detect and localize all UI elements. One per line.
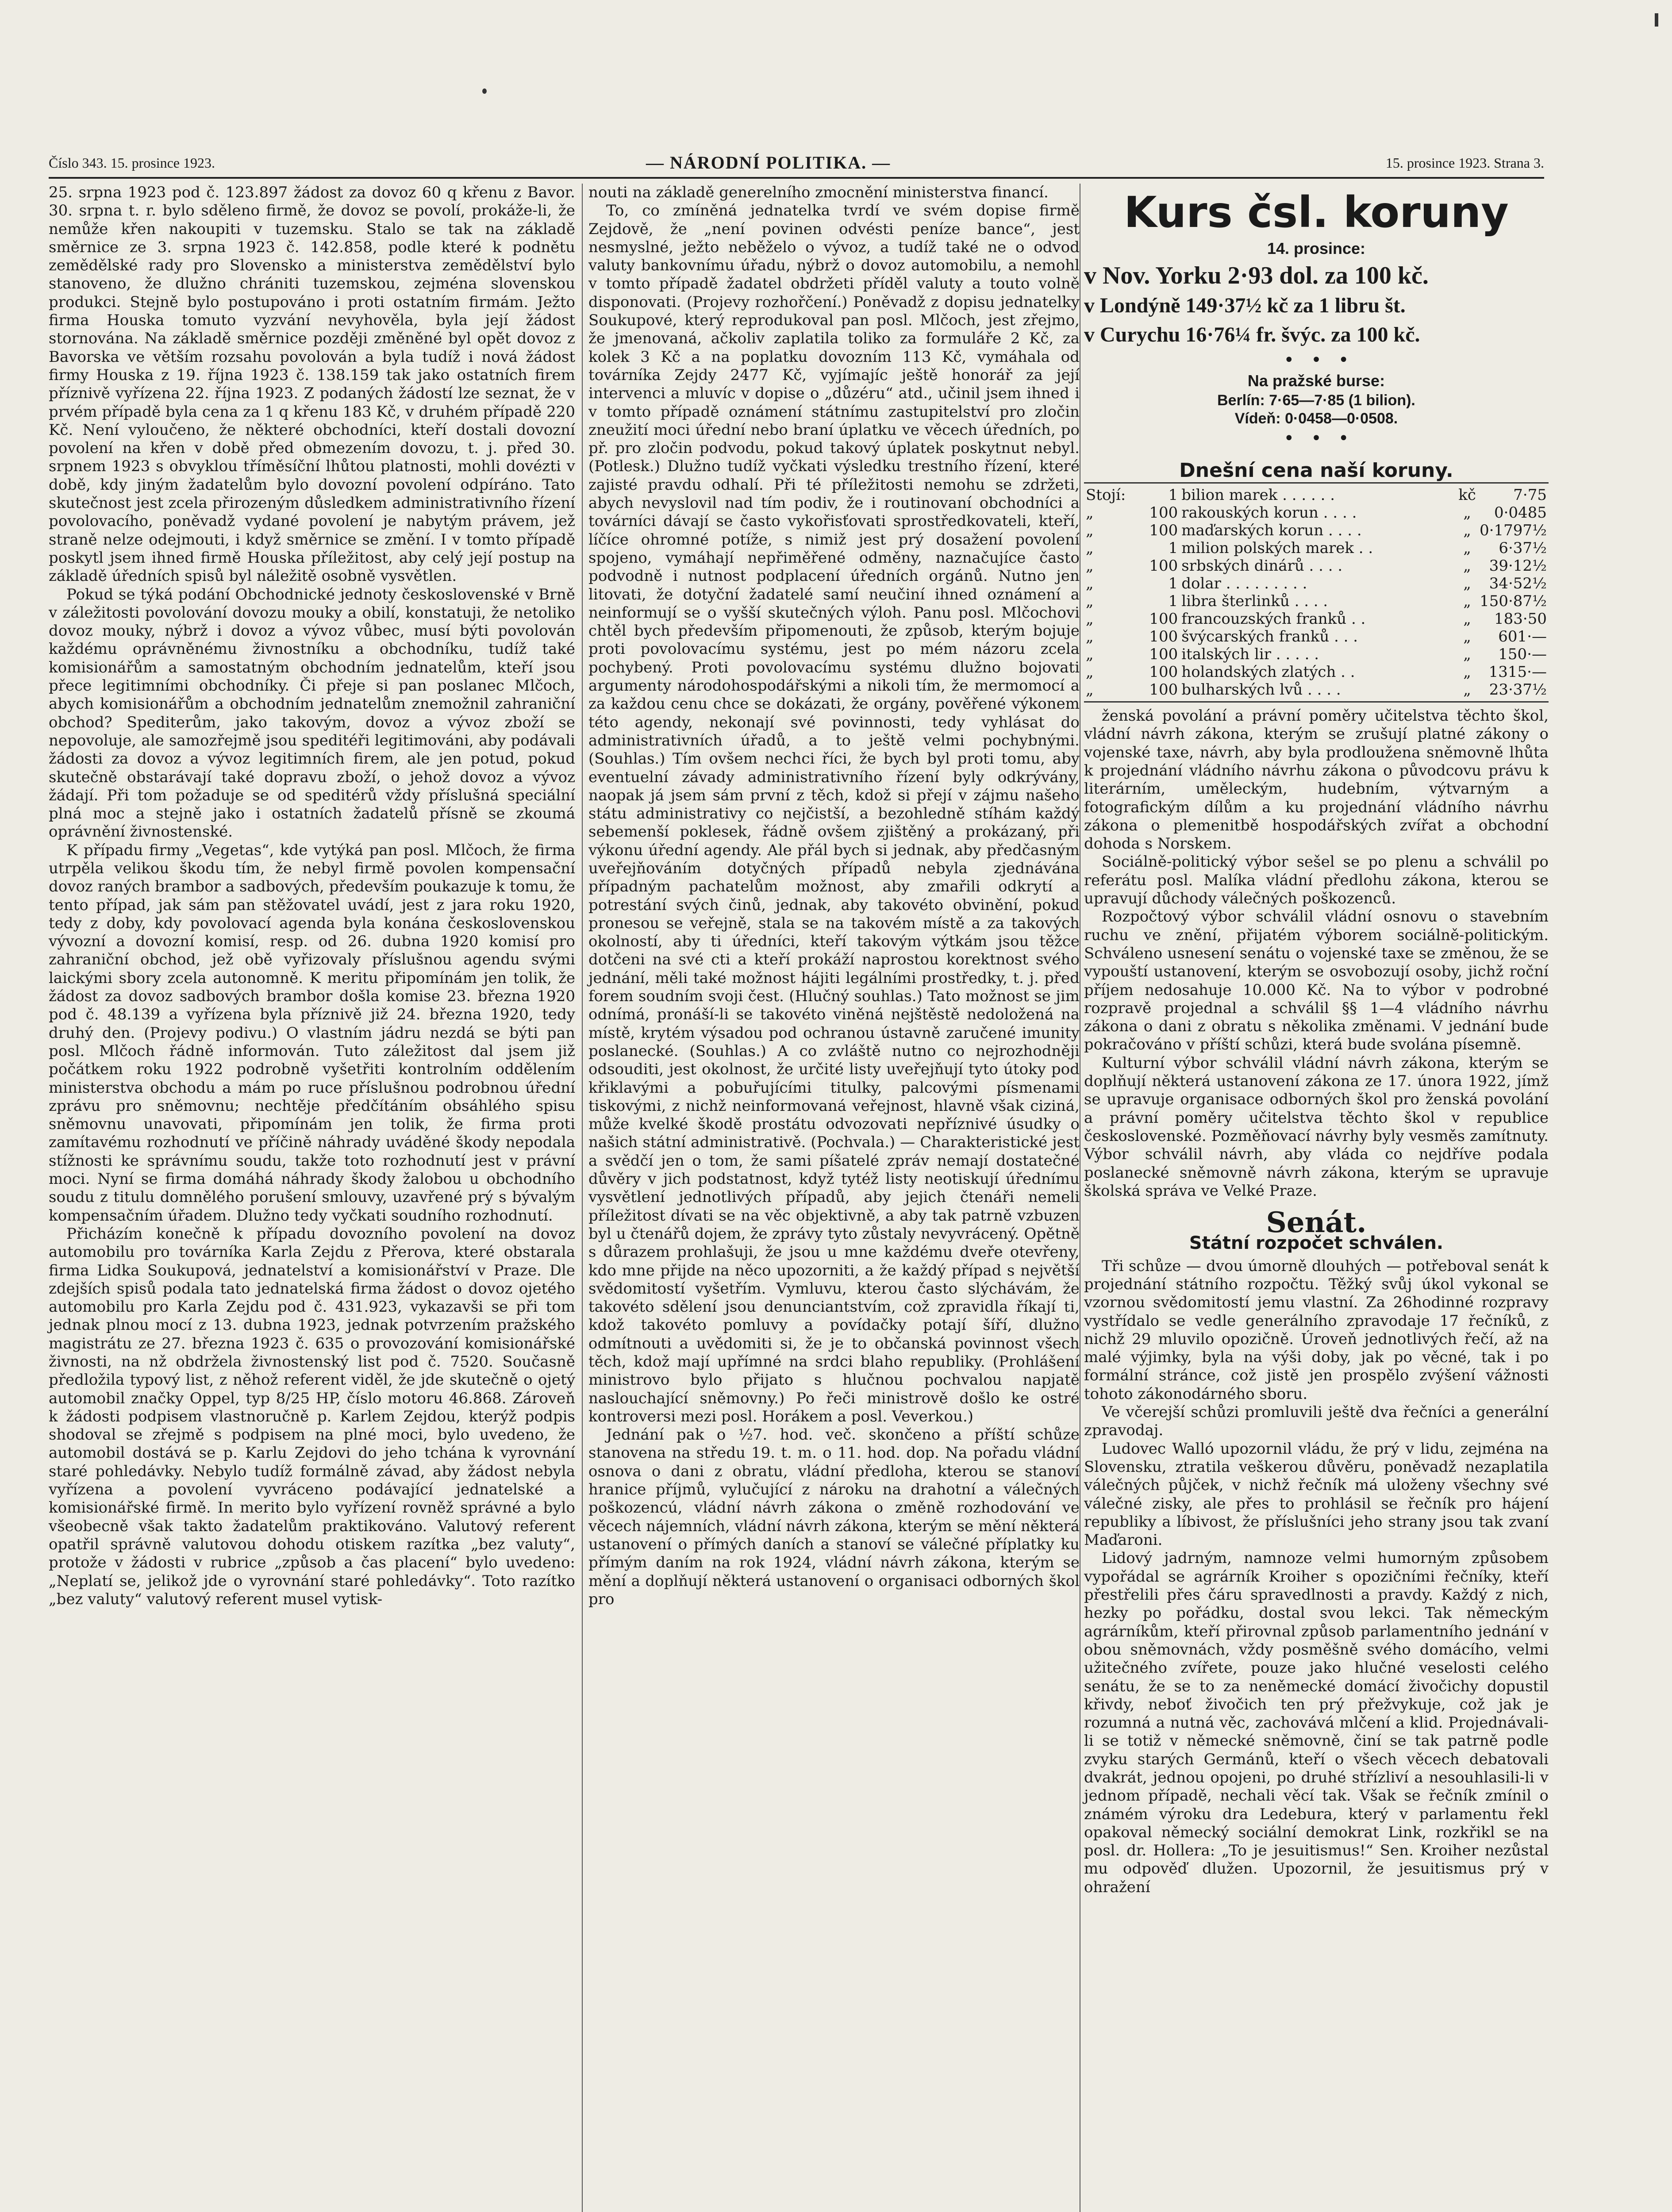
rate-zurich: v Curychu 16·76¼ fr. švýc. za 100 kč. [1084, 323, 1420, 347]
newspaper-title: — NÁRODNÍ POLITIKA. — [646, 153, 891, 173]
amount: 1 [1168, 575, 1178, 593]
price: 1315·— [1488, 663, 1547, 681]
issue-info: Číslo 343. 15. prosince 1923. [49, 155, 215, 171]
currency-table-box [1084, 482, 1549, 703]
row-prefix: „ [1086, 592, 1094, 611]
margin-mark [1655, 13, 1658, 27]
amount: 100 [1149, 610, 1178, 628]
currency-name: italských lir . . . . . [1181, 645, 1319, 664]
row-prefix: „ [1086, 522, 1094, 540]
currency-row [1084, 575, 1549, 592]
currency-name: dolar . . . . . . . . . [1181, 575, 1307, 593]
section-subtitle: Státní rozpočet schválen. [1189, 1233, 1444, 1254]
separator-dots: • • • [1284, 350, 1349, 371]
rate-london: v Londýně 149·37½ kč za 1 libru št. [1084, 294, 1406, 318]
unit: kč [1458, 486, 1476, 504]
paragraph: Ve včerejší schůzi promluvili ještě dva řečníci a generální zpravodaj. [1084, 1403, 1549, 1440]
masthead [49, 146, 1544, 181]
currency-name: rakouských korun . . . . [1181, 504, 1357, 522]
currency-row [1084, 645, 1549, 663]
unit: „ [1463, 628, 1471, 646]
paragraph: K případu firmy „Vegetas“, kde vytýká pan posl. Mlčoch, že firma utrpěla velikou škodu tím, že nebyl firmě povolen kompensační dovoz raných brambor a sadbových, především poukazuje k tomu, že tento případ, jak sám pan stěžovatel uvádí, jest z jara roku 1920, tedy z doby, kdy povolovací agenda byla konána československou vývozní a dovozní komisí, resp. od 26. dubna 1920 komisí pro zahraniční obchod, jež obě vyřizovaly příslušnou agendu svými laickými sbory zcela autonomně. K meritu připomínám jen tolik, že žádost za dovoz sadbových brambor došla komise 23. března 1920 pod č. 48.139 a vyřízena byla příznivě již 24. března 1920, tedy druhý den. (Projevy podivu.) O vlastním jádru nezdá se býti pan posl. Mlčoch řádně informován. Tuto záležitost dal jsem již počátkem roku 1922 podrobně vyšetřiti kontrolním oddělením ministerstva obchodu a mám po ruce příslušnou podrobnou úřední zprávu pro sněmovnu; nechtěje předčítáním obsáhlého spisu sněmovnu unavovati, připomínám jen tolik, že firma proti zamítavému rozhodnutí ve příčině náhrady uváděné škody nepodala stížnosti ke správnímu soudu, takže toto rozhodnutí jest v právní moci. Nyní se firma domáhá náhrady škody žalobou u obchodního soudu z titulu domnělého porušení smlouvy, uzavřené prý s bývalým kompensačním úřadem. Dlužno tedy vyčkati soudního rozhodnutí. [49, 841, 575, 1225]
price: 150·— [1498, 645, 1547, 664]
amount: 100 [1149, 504, 1178, 522]
currency-name: bulharských lvů . . . . [1181, 681, 1341, 699]
paragraph: Rozpočtový výbor schválil vládní osnovu o stavebním ruchu ve znění, přijatém výborem sociálně-politickým. Schváleno usnesení senátu o vojenské taxe se změnou, že se vypouští ustanovení, kterým se osvobozují osoby, jichž roční příjem nedosahuje 10.000 Kč. Na to výbor v podrobné rozpravě projednal a schválil §§ 1—4 vládního návrhu zákona o dani z obratu s několika změnami. V jednání bude pokračováno v příští schůzi, která bude svolána písemně. [1084, 908, 1549, 1054]
row-prefix: „ [1086, 610, 1094, 628]
price: 34·52½ [1489, 575, 1547, 593]
section-title: Senát. [1266, 1206, 1367, 1240]
exchange-rate-title: Kurs čsl. koruny [1124, 188, 1509, 237]
currency-row [1084, 522, 1549, 539]
currency-name: maďarských korun . . . . [1181, 522, 1362, 540]
paragraph: To, co zmíněná jednatelka tvrdí ve svém dopise firmě Zejdově, že „není povinen odvésti peníze bance“, jest nesmyslné, ježto neběželo o vývoz, a tudíž také ne o odvod valuty bankovnímu úřadu, nýbrž o dovoz automobilu, a nemohl v tomto případě žadatel obdržeti příděl valuty a touto volně disponovati. (Projevy rozhořčení.) Poněvadž z dopisu jednatelky Soukupové, který reprodukoval pan posl. Mlčoch, jest zřejmo, že jmenovaná, ačkoliv zaplatila toliko za formuláře 2 Kč, za kolek 3 Kč a na poplatku dovozním 113 Kč, vymáhala od továrníka Zejdy 2477 Kč, vyjímajíc ještě honorář za její intervenci a mluvíc v dopise o „důzéru“ atd., učinil jsem ihned i v tomto případě oznámení státnímu zastupitelství pro zločin zneužití moci úřední nebo braní úplatku ve věcech úředních, po př. pro zločin podvodu, pokud takový úplatek poskytnut nebyl. (Potlesk.) Dlužno tudíž vyčkati výsledku trestního řízení, které zajisté pravdu odhalí. Při té příležitosti nemohu se zdržeti, abych nevyslovil nad tím podiv, že i routinovaní obchodníci a továrníci dávají se často vykořisťovati sprostředkovateli, kteří, líčíce ohromné potíže, s nimiž jest prý dosažení povolení spojeno, vymáhají nepřiměřené odměny, naznačujíce často podvodně i nutnost podplacení úředních orgánů. Nutno jen litovati, že dotyční žadatelé samí neučiní ihned oznámení a neinformují se o vyšší skutečných výloh. Panu posl. Mlčochovi chtěl bych především připomenouti, že způsob, kterým bojuje proti povolovacímu systému, jest po mém názoru zcela pochybený. Proti povolovacímu systému dlužno bojovati argumenty národohospodářskými a nikoli tím, že mermomocí a za každou cenu chce se dokázati, že orgány, pověřené výkonem této agendy, nekonají své povinnosti, tedy vyhlásat do administrativních úřadů, a to ještě velmi pochybnými. (Souhlas.) Tím ovšem nechci říci, že bych byl proti tomu, aby eventuelní závady administrativního řízení byly odkrývány, naopak já jsem sám první z těch, kdož si přejí v zájmu našeho státu administrativy co nejčistší, a bezohledně stíhám každý sebemenší poklesek, řádně ovšem zjištěný a prokázaný, při výkonu úřední agendy. Ale přál bych si jednak, aby předčasným uveřejňováním dotyčných případů nebyla zjednávána případným pachatelům možnost, aby zmařili odkrytí a potrestání svých činů, jednak, aby takovéto obvinění, pokud pronesou se veřejně, stala se na takovém místě a za takových okolností, aby ti úředníci, kteří takovým výtkám jsou těžce dotčeni na své cti a kteří prokáží naprostou korektnost svého jednání, měli také možnost hájiti legálními prostředky, t. j. před forem soudním svoji čest. (Hlučný souhlas.) Tato možnost se jim odnímá, pronáší-li se takovéto viněná nejštěstě nedoložená na místě, krytém výsadou pod ochranou ústavně zaručené imunity poslanecké. (Souhlas.) A co zvláště nutno co nejrozhodněji odsouditi, jest okolnost, že určité listy uveřejňují tyto útoky pod křiklavými a pobuřujícími titulky, palcovými písmenami tiskovými, z nichž neinformovaná veřejnost, hlavně však ciziná, může kvelké škodě prostátu odvozovati nepříznivé úsudky o našich státní administrativě. (Pochvala.) — Charakteristické jest a svědčí jen o tom, že sami píšatelé zpráv nemají dostatečné důvěry v jich podstatnost, když tytéž listy neotiskují úřednímu vysvětlení jednotlivých případů, aby jejich čtenáři nemeli příležitost dívati se na věc objektivně, a aby tak patrně vzbuzen byl u čtenářů dojem, že zprávy tyto zůstaly nevyvrácený. Opětně s důrazem prohlašuji, že jsou u mne každému dveře otevřeny, kdo mne přijde na něco upozorniti, a že každý případ s největší svědomitostí vyšetřím. Vymluvu, kterou často slýchávám, že takovéto sdělení jsou denunciantstvím, což zpravidla říkají ti, kdož takovéto pomluvy a povídačky potají šíří, dlužno odmítnouti a uvědomiti si, že je to občanská povinnost všech těch, kdož mají upřímné na srdci blaho republiky. (Prohlášení ministrovo bylo přijato s hlučnou pochvalou napjatě naslouchající sněmovny.) Po řeči ministrově došlo ke ostré kontroversi mezi posl. Horákem a posl. Veverkou.) [588, 202, 1080, 1425]
amount: 100 [1149, 522, 1178, 540]
currency-table [1084, 486, 1549, 699]
row-prefix: Stojí: [1086, 486, 1126, 504]
currency-table-title: Dnešní cena naší koruny. [1179, 459, 1453, 482]
currency-row [1084, 628, 1549, 645]
paragraph: Pokud se týká podání Obchodnické jednoty československé v Brně v záležitosti povolování dovozu mouky a obilí, konstatuji, že netoliko dovoz mouky, nýbrž i dovoz a vývoz vůbec, musí býti povolován každému oprávněnému živnostníku a obchodníku, tudíž také komisionářům a samostatným obchodním jednatelům, kteří jsou přece legitimními obchodníky. Či přeje si pan poslanec Mlčoch, abych komisionářům a obchodním jednatelům znemožnil zahraniční obchod? Spediterům, jako takovým, dovoz a vývoz zboží se nepovoluje, ale samozřejmě jsou speditéři legitimováni, aby podávali žádosti za dovoz a vývoz legitimních firem, ale jen potud, pokud skutečně obstarávají také dopravu zboží, o jehož dovoz a vývoz žádají. Při tom požaduje se od speditérů vždy příslušná speciální plná moc a stejně jako i ostatních žadatelů přísně se zkoumá oprávnění živnostenské. [49, 585, 575, 841]
currency-row [1084, 504, 1549, 522]
unit: „ [1463, 504, 1471, 522]
amount: 100 [1149, 645, 1178, 664]
row-prefix: „ [1086, 504, 1094, 522]
currency-name: libra šterlinků . . . . [1181, 592, 1328, 611]
row-prefix: „ [1086, 628, 1094, 646]
unit: „ [1463, 557, 1471, 575]
currency-name: bilion marek . . . . . . [1181, 486, 1335, 504]
currency-name: srbských dinárů . . . . [1181, 557, 1343, 575]
amount: 1 [1168, 486, 1178, 504]
paragraph: 25. srpna 1923 pod č. 123.897 žádost za dovoz 60 q křenu z Bavor. 30. srpna t. r. bylo sděleno firmě, že dovoz se povolí, prokáže-li, že nemůže křen nakoupiti v tuzemsku. Stalo se tak na základě směrnice ze 3. srpna 1923 č. 142.858, podle které k podnětu zemědělské rady pro Slovensko a ministerstva zemědělství bylo stanoveno, že dlužno chrániti tuzemskou, zejména slovenskou produkci. Stejně bylo postupováno i proti ostatním firmám. Ježto firma Houska tomuto vyzvání nevyhověla, byla její žádost stornována. Na základě směrnice později změněné byl opět dovoz z Bavorska ve větším rozsahu povolován a byla tudíž i nová žádost firmy Houska z 19. října 1923 č. 138.159 tak jako ostatních firem příznivě vyřízena 22. října 1923. Z podaných žádostí lze seznat, že v prvém případě byla cena za 1 q křenu 183 Kč, v druhém případě 220 Kč. Není vyloučeno, že některé obchodníci, kteří dostali dovozní povolení na křen v době před obmezením dovozu, t. j. před 30. srpnem 1923 s obvyklou tříměsíční lhůtou platnosti, mohli dovézti v době, kdy jiným žadatelům bylo dovozní povolení odpíráno. Tato skutečnost jest zcela přirozeným důsledkem administrativního řízení povolovacího, poněvadž vydané povolení je nabytým právem, jež straně nelze odejmouti, i když směrnice se změní. I v tomto případě poskytl jsem ihned firmě Houska příležitost, aby celý její postup na základě úředních spisů byl náležitě osobně vysvětlen. [49, 184, 575, 585]
header-rule [49, 177, 1544, 179]
unit: „ [1463, 522, 1471, 540]
row-prefix: „ [1086, 539, 1094, 557]
currency-row [1084, 681, 1549, 699]
date-page-info: 15. prosince 1923. Strana 3. [1385, 155, 1544, 171]
unit: „ [1463, 681, 1471, 699]
column-1 [49, 184, 575, 2212]
paragraph: nouti na základě generelního zmocnění ministerstva financí. [588, 184, 1049, 201]
exchange-rate-date: 14. prosince: [1267, 239, 1366, 257]
burse-title: Na pražské burse: [1247, 371, 1385, 390]
currency-row [1084, 592, 1549, 610]
row-prefix: „ [1086, 557, 1094, 575]
paragraph: Lidový jadrným, namnoze velmi humorným způsobem vypořádal se agrárník Kroiher s opozičními řečníky, kteří přestřelili přes čáru spravedlnosti a pravdy. Každý z nich, hezky po pořádku, dostal svou lekci. Tak německým agrárníkům, kteří přirovnal způsob parlamentního jednání v obou sněmovnách, vždy posměšně svého domácího, velmi užitečného zvířete, pouze jako hlučné veselosti celého senátu, že se to za neněmecké domácí živočichy dopustil křivdy, neboť živočich ten prý přežvykuje, což jak je rozumná a nutná věc, zachovává mlčení a klid. Projednávali-li se totiž v německé sněmovně, činí se tak patrně podle zvyku starých Germánů, kteří o všech věcech debatovali dvakrát, jednou opojeni, po druhé střízliví a nesouhlasili-li v jednom případě, nechali věcí tak. Však se řečník zmínil o známém výroku dra Ledebura, který v parlamentu řekl opakoval německý sociální demokrat Link, rozkřikl se na posl. dr. Hollera: „To je jesuitismus!“ Sen. Kroiher nezůstal mu odpověď dlužen. Upozornil, že jesuitismus prý v ohražení [1084, 1549, 1549, 1896]
price: 23·37½ [1489, 681, 1547, 699]
unit: „ [1463, 592, 1471, 611]
paragraph: Tři schůze — dvou úmorně dlouhých — potřeboval senát k projednání státního rozpočtu. Těžký svůj úkol vykonal se vzornou svědomitostí jemu vlastní. Za 26hodinné rozpravy vystřídalo se vedle generálního zpravodaje 17 řečníků, z nichž 29 mluvilo opozičně. Úroveň jednotlivých řečí, až na malé výjimky, byla na výši doby, jak po věcné, tak i po formální stránce, což jistě jen prospělo zvýšení vážnosti tohoto zákonodárného sboru. [1084, 1257, 1549, 1403]
amount: 100 [1149, 681, 1178, 699]
column-3 [1084, 184, 1549, 2212]
paragraph: ženská povolání a právní poměry učitelstva těchto škol, vládní návrh zákona, kterým se zrušují platné zákony o vojenské taxe, návrh, aby byla prodloužena sněmovně lhůta k projednání vládního návrhu zákona o původcovu právu k literárním, uměleckým, hudebním, výtvarným a fotografickým dílům a ku projednání vládního návrhu zákona o plemenitbě hospodářských zvířat a obchodní dohoda s Norskem. [1084, 707, 1549, 853]
currency-name: holandských zlatých . . [1181, 663, 1355, 681]
price: 6·37½ [1499, 539, 1547, 557]
row-prefix: „ [1086, 663, 1094, 681]
currency-name: švýcarských franků . . . [1181, 628, 1358, 646]
separator-dots: • • • [1284, 428, 1349, 449]
unit: „ [1463, 575, 1471, 593]
currency-name: milion polských marek . . [1181, 539, 1373, 557]
paragraph: Přicházím konečně k případu dovozního povolení na dovoz automobilu pro továrníka Karla Zejdu z Přerova, které obstarala firma Lidka Soukupová, jednatelství a komisionářství v Praze. Dle zdejších spisů podala tato jednatelská firma žádost o dovoz ojetého automobilu pro Karla Zejdu pod č. 431.923, vykazavši se při tom jednak plnou mocí z 13. dubna 1923, jednak potvrzením pražského magistrátu ze 27. března 1923 č. 635 o provozování komisionářské živnosti, na nž obdržela živnostenský list pod č. 7520. Současně předložila typový list, z něhož referent viděl, že jde skutečně o ojetý automobil značky Oppel, typ 8/25 HP, číslo motoru 46.868. Zároveň k žádosti podpisem vlastnoručně p. Karlem Zejdou, kterýž podpis shodoval se zřejmě s podpisem na plné moci, bylo uvedeno, že automobil dostává se p. Karlu Zejdovi do jeho tchána k vyrovnání staré pohledávky. Nebylo tudíž formálně závad, aby žádost nebyla vyřízena a povolení vyvráceno podávající jednatelské a komisionářské firmě. In merito bylo vyřízení rovněž správné a bylo všeobecně však takto žadatelům praktikováno. Valutový referent opatřil správně valutovou dohodu otiskem razítka „bez valuty“, protože v žádosti v rubrice „způsob a čas placení“ bylo uvedeno: „Neplatí se, jelikož jde o vyrovnání staré pohledávky“. Toto razítko „bez valuty“ valutový referent musel vytisk- [49, 1225, 575, 1608]
unit: „ [1463, 539, 1471, 557]
paragraph: Sociálně-politický výbor sešel se po plenu a schválil po referátu posl. Malíka vládní předlohu zákona, kterou se upravují důchody válečných poškozenců. [1084, 853, 1549, 908]
currency-row [1084, 557, 1549, 575]
unit: „ [1463, 610, 1471, 628]
price: 183·50 [1494, 610, 1547, 628]
row-prefix: „ [1086, 681, 1094, 699]
column-divider [582, 184, 583, 2212]
amount: 100 [1149, 628, 1178, 646]
rate-vienna: Vídeň: 0·0458—0·0508. [1234, 410, 1398, 427]
amount: 100 [1149, 557, 1178, 575]
row-prefix: „ [1086, 645, 1094, 664]
price: 0·0485 [1494, 504, 1547, 522]
paragraph: Kulturní výbor schválil vládní návrh zákona, kterým se doplňují některá ustanovení zákona ze 17. února 1922, jímž se upravuje organisace odborných škol pro ženská povolání a právní poměry učitelstva těchto škol v republice československé. Pozměňovací návrhy byly vesměs zamítnuty. Výbor schválil návrh, aby vláda co nejdříve podala poslanecké sněmovně návrh zákona, kterým se upravuje školská správa ve Velké Praze. [1084, 1054, 1549, 1200]
unit: „ [1463, 663, 1471, 681]
price: 7·75 [1513, 486, 1547, 504]
rate-berlin: Berlín: 7·65—7·85 (1 bilion). [1217, 392, 1415, 409]
currency-row [1084, 610, 1549, 628]
exchange-rate-box [1084, 188, 1549, 703]
amount: 1 [1168, 592, 1178, 611]
price: 601·— [1498, 628, 1547, 646]
price: 150·87½ [1480, 592, 1547, 611]
amount: 100 [1149, 663, 1178, 681]
paragraph: Jednání pak o ½7. hod. več. skončeno a příští schůze stanovena na středu 19. t. m. o 11. hod. dop. Na pořadu vládní osnova o dani z obratu, vládní předloha, kterou se stanoví hranice příjmů, vylučující z nároku na drahotní a válečných poškozencú, vládní návrh zákona o změně rozhodování ve věcech nájemních, vládní návrh zákona, kterým se mění některá ustanovení o přímých daních a stanoví se válečné příplatky ku přímým daním na rok 1924, vládní návrh zákona, kterým se mění a doplňují některá ustanovení o organisaci odborných škol pro [588, 1426, 1080, 1608]
paragraph: Ludovec Walló upozornil vládu, že prý v lidu, zejména na Slovensku, ztratila veškerou důvěru, poněvadž nezaplatila válečných půjček, v nichž řečník má uloženy všechny své válečné zisky, ale přes to prohlásil se řečník pro hájení republiky a líbivost, že příslušníci jeho strany jsou tak zvaní Maďaroni. [1084, 1440, 1549, 1549]
rate-new-york: v Nov. Yorku 2·93 dol. za 100 kč. [1084, 262, 1429, 290]
currency-row [1084, 539, 1549, 557]
column-2 [588, 184, 1080, 2212]
currency-row [1084, 486, 1549, 504]
currency-row [1084, 663, 1549, 681]
speck-mark [482, 88, 487, 94]
price: 39·12½ [1489, 557, 1547, 575]
amount: 1 [1168, 539, 1178, 557]
unit: „ [1463, 645, 1471, 664]
price: 0·1797½ [1480, 522, 1547, 540]
row-prefix: „ [1086, 575, 1094, 593]
currency-name: francouzských franků . . [1181, 610, 1366, 628]
